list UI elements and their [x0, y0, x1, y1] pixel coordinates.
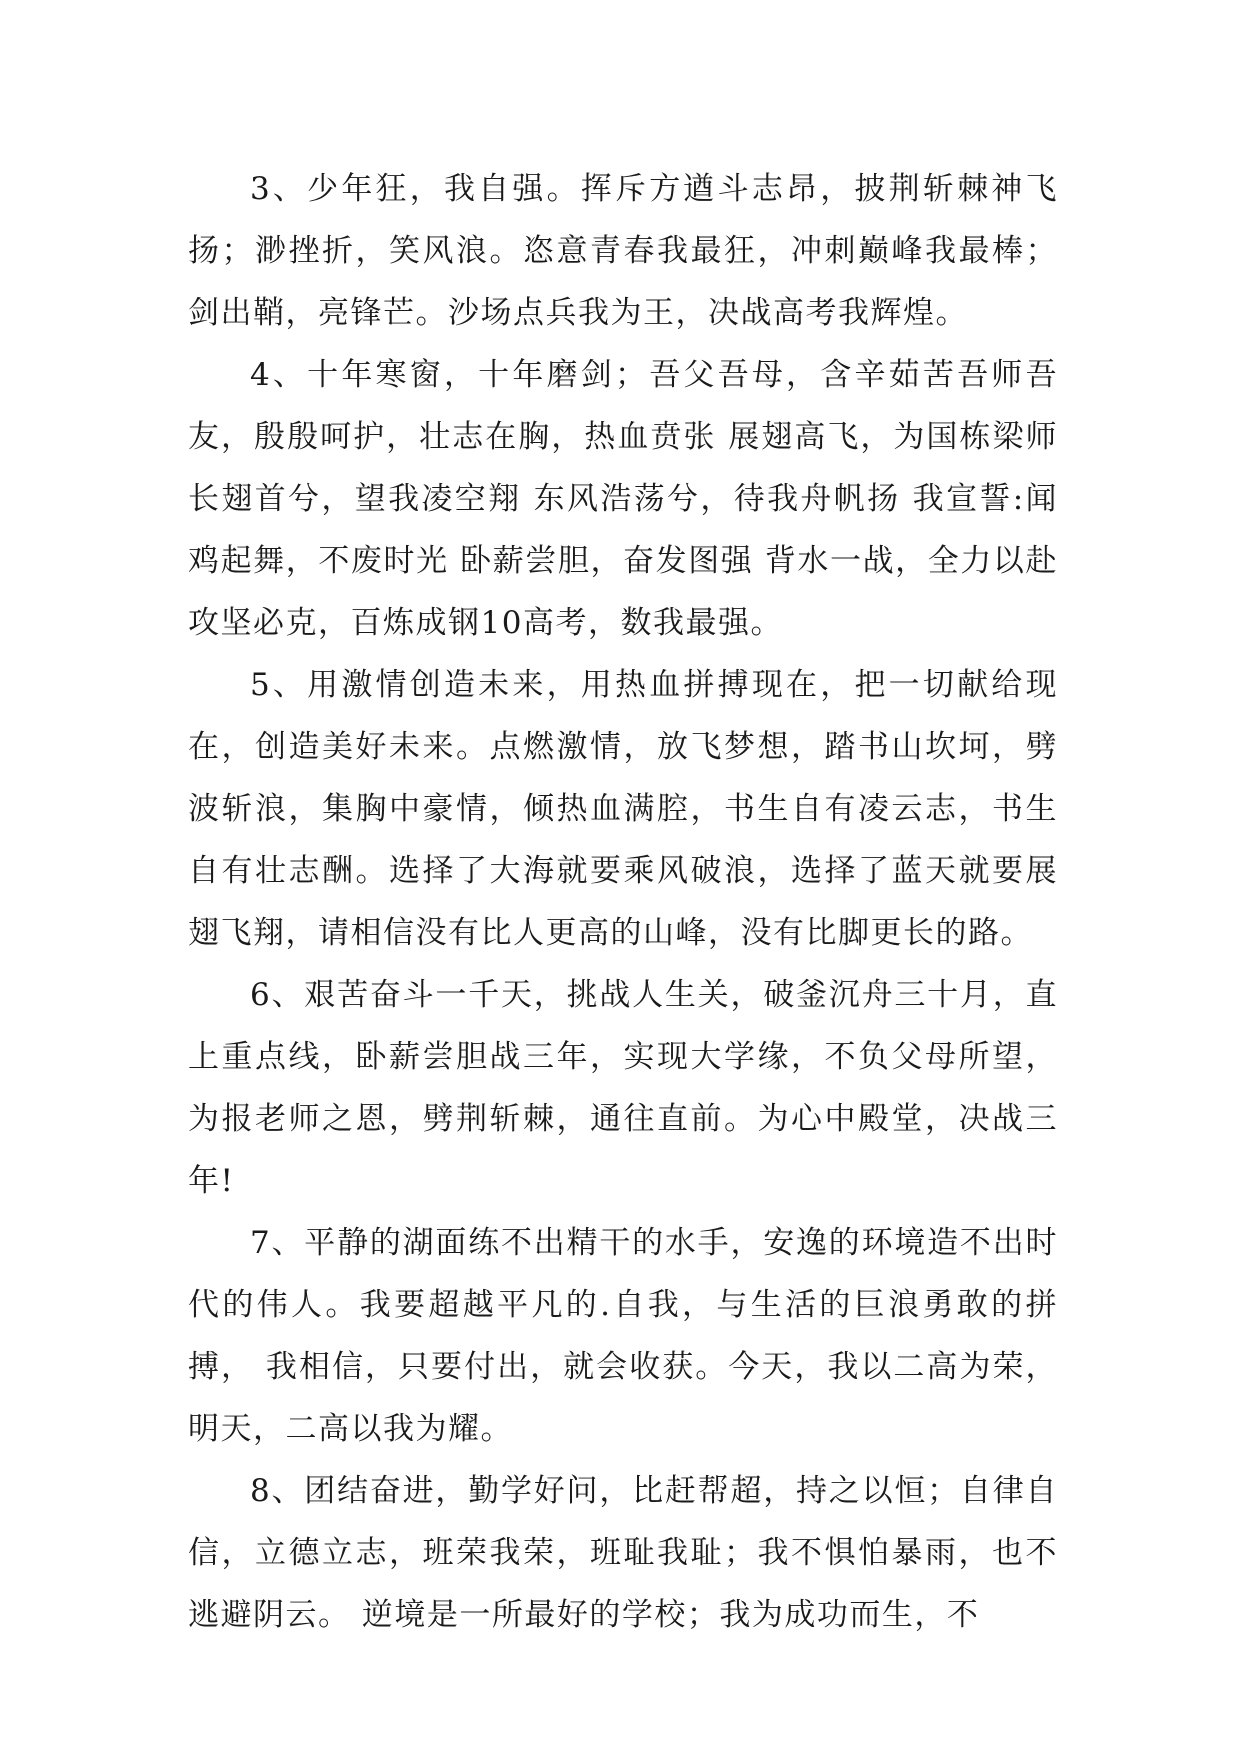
paragraph-6: 6、艰苦奋斗一千天，挑战人生关，破釜沉舟三十月，直上重点线，卧薪尝胆战三年，实现大学缘，不负父母所望，为报老师之恩，劈荆斩棘，通往直前。为心中殿堂，决战三年! [188, 977, 1058, 1199]
document-body [188, 158, 1058, 1646]
paragraph-8: 8、团结奋进，勤学好问，比赶帮超，持之以恒；自律自信，立德立志，班荣我荣，班耻我耻；我不惧怕暴雨，也不逃避阴云。 逆境是一所最好的学校；我为成功而生，不 [188, 1473, 1058, 1633]
paragraph-7: 7、平静的湖面练不出精干的水手，安逸的环境造不出时代的伟人。我要超越平凡的.自我，与生活的巨浪勇敢的拼搏， 我相信，只要付出，就会收获。今天，我以二高为荣，明天，二高以我为耀。 [188, 1225, 1058, 1447]
paragraph-4: 4、十年寒窗，十年磨剑；吾父吾母，含辛茹苦吾师吾友，殷殷呵护，壮志在胸，热血贲张 展翅高飞，为国栋梁师长翅首兮，望我凌空翔 东风浩荡兮，待我舟帆扬 我宣誓:闻鸡起舞，不废时光 卧薪尝胆，奋发图强 背水一战，全力以赴攻坚必克，百炼成钢10高考，数我最强。 [188, 357, 1058, 641]
paragraph-3: 3、少年狂，我自强。挥斥方遒斗志昂，披荆斩棘神飞扬；渺挫折，笑风浪。恣意青春我最狂，冲刺巅峰我最棒；剑出鞘，亮锋芒。沙场点兵我为王，决战高考我辉煌。 [188, 171, 1058, 331]
paragraph-5: 5、用激情创造未来，用热血拼搏现在，把一切献给现在，创造美好未来。点燃激情，放飞梦想，踏书山坎坷，劈波斩浪，集胸中豪情，倾热血满腔，书生自有凌云志，书生自有壮志酬。选择了大海就要乘风破浪，选择了蓝天就要展翅飞翔，请相信没有比人更高的山峰，没有比脚更长的路。 [188, 667, 1058, 951]
